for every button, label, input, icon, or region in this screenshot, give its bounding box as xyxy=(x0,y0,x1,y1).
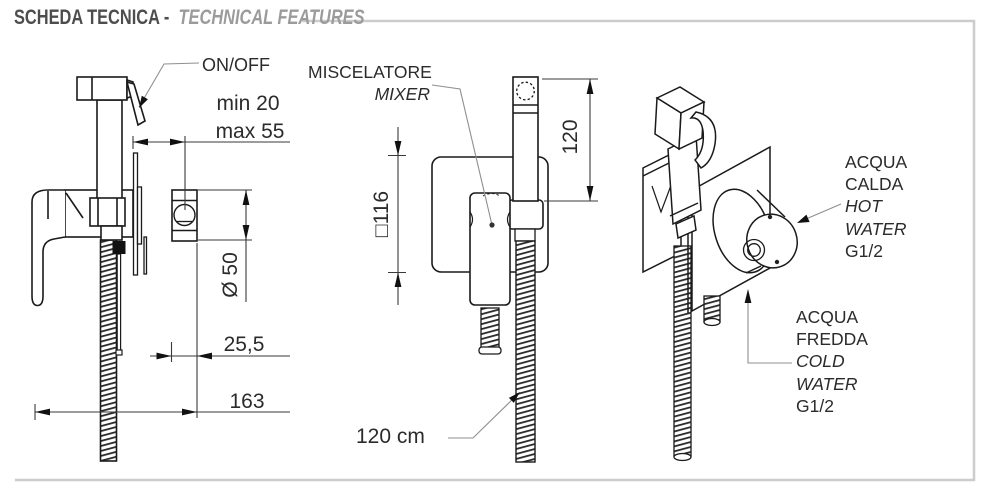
hot-water-line-3: HOT xyxy=(845,196,882,217)
hose-length-label: 120 cm xyxy=(356,425,425,448)
side-view-hose xyxy=(101,240,123,461)
dim-min-depth: min 20 xyxy=(216,92,280,115)
side-view-wall-plate xyxy=(134,153,147,275)
hose-length-leader-line xyxy=(448,392,520,438)
cold-water-line-1: ACQUA xyxy=(796,307,859,327)
mixer-label-italian: MISCELATORE xyxy=(308,62,432,82)
cold-water-line-5: G1/2 xyxy=(796,395,834,416)
hot-water-line-1: ACQUA xyxy=(845,152,908,172)
mixer-label-english: MIXER xyxy=(374,84,430,105)
hot-water-label xyxy=(845,151,907,262)
shower-hose xyxy=(516,241,535,462)
front-view-holder xyxy=(508,200,543,229)
cold-water-leader-line xyxy=(745,289,792,363)
mixer-label xyxy=(308,61,430,105)
dim-plate-size: □116 xyxy=(370,190,393,238)
cold-water-line-4: WATER xyxy=(796,373,858,394)
cold-water-line-2: FREDDA xyxy=(796,329,868,350)
dim-holder-diameter: Ø 50 xyxy=(219,252,242,298)
cold-water-label xyxy=(796,306,868,417)
hot-water-leader-line xyxy=(797,204,841,223)
dim-handshower-height: 120 xyxy=(559,119,582,155)
page-title-italian: SCHEDA TECNICA - xyxy=(14,6,170,29)
page-title xyxy=(14,6,365,30)
dim-holder-width: 25,5 xyxy=(223,333,265,356)
side-view-dimensions xyxy=(35,136,290,420)
on-off-leader-line xyxy=(139,63,199,108)
dim-total-depth: 163 xyxy=(229,390,265,413)
on-off-label: ON/OFF xyxy=(202,55,270,75)
hot-water-line-5: G1/2 xyxy=(845,240,883,261)
dim-max-depth: max 55 xyxy=(215,120,285,143)
hot-water-line-4: WATER xyxy=(845,218,907,239)
iso-hose-short xyxy=(704,296,720,326)
hot-water-line-2: CALDA xyxy=(845,174,904,195)
cold-water-line-3: COLD xyxy=(796,351,845,372)
front-view-hand-shower xyxy=(513,77,538,462)
page-title-english: TECHNICAL FEATURES xyxy=(178,6,365,29)
